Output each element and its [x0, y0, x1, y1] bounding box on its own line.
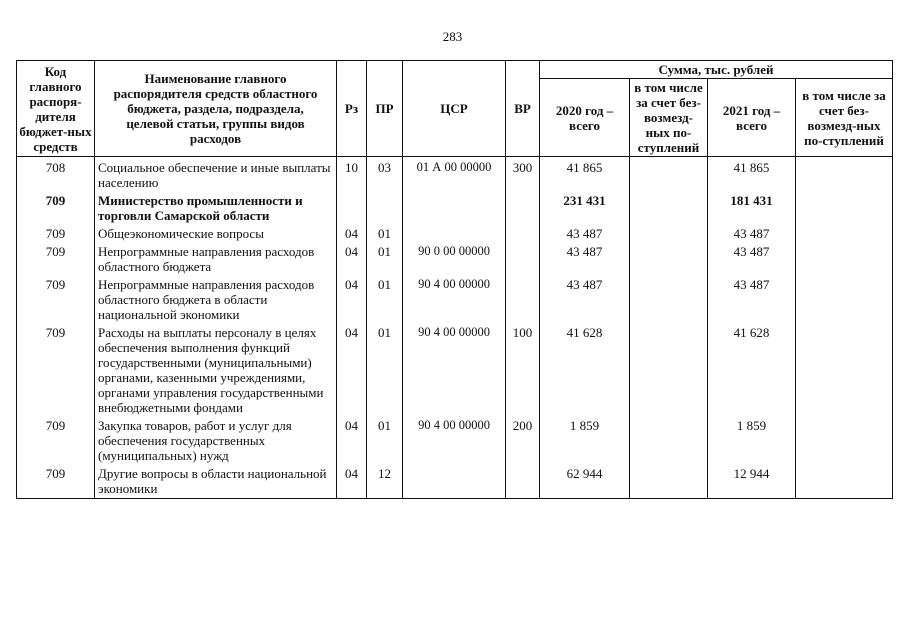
cell-2021-total: 43 487 — [708, 243, 796, 276]
cell-2021-grants — [796, 465, 893, 499]
cell-rz: 04 — [337, 276, 367, 324]
cell-2021-grants — [796, 276, 893, 324]
header-row — [17, 61, 893, 79]
header-sum: Сумма, тыс. рублей — [540, 61, 893, 79]
cell-rz: 04 — [337, 324, 367, 417]
cell-2021-total: 12 944 — [708, 465, 796, 499]
header-2020-grants: в том числе за счет без-возмезд-ных по-ступлений — [630, 79, 708, 157]
cell-2021-grants — [796, 417, 893, 465]
cell-2020-grants — [630, 225, 708, 243]
cell-csr: 90 4 00 00000 — [403, 417, 506, 465]
cell-pr: 01 — [367, 417, 403, 465]
cell-2020-grants — [630, 417, 708, 465]
cell-vr — [506, 465, 540, 499]
header-2021-grants: в том числе за счет без-возмезд-ных по-ступлений — [796, 79, 893, 157]
cell-code: 709 — [17, 192, 95, 225]
cell-2020-total: 41 865 — [540, 157, 630, 193]
table-row — [17, 157, 893, 193]
cell-csr: 90 0 00 00000 — [403, 243, 506, 276]
header-name: Наименование главного распорядителя средств областного бюджета, раздела, подраздела, целевой статьи, группы видов расходов — [95, 61, 337, 157]
cell-vr: 200 — [506, 417, 540, 465]
cell-vr: 100 — [506, 324, 540, 417]
cell-2020-total: 41 628 — [540, 324, 630, 417]
cell-2020-total: 43 487 — [540, 225, 630, 243]
cell-vr: 300 — [506, 157, 540, 193]
cell-2021-total: 41 865 — [708, 157, 796, 193]
cell-2020-total: 62 944 — [540, 465, 630, 499]
cell-2020-total: 43 487 — [540, 243, 630, 276]
cell-code: 709 — [17, 417, 95, 465]
cell-csr — [403, 225, 506, 243]
cell-rz: 04 — [337, 225, 367, 243]
cell-2020-grants — [630, 192, 708, 225]
header-vr: ВР — [506, 61, 540, 157]
header-pr: ПР — [367, 61, 403, 157]
cell-code: 709 — [17, 225, 95, 243]
table-row — [17, 192, 893, 225]
cell-name: Министерство промышленности и торговли Самарской области — [95, 192, 337, 225]
cell-2020-total: 43 487 — [540, 276, 630, 324]
budget-table-body — [17, 157, 893, 499]
header-2021-total: 2021 год – всего — [708, 79, 796, 157]
cell-pr: 01 — [367, 276, 403, 324]
cell-2021-grants — [796, 192, 893, 225]
cell-2020-grants — [630, 324, 708, 417]
table-row — [17, 465, 893, 499]
cell-csr: 01 А 00 00000 — [403, 157, 506, 193]
cell-pr: 01 — [367, 243, 403, 276]
cell-pr: 03 — [367, 157, 403, 193]
cell-name: Непрограммные направления расходов областного бюджета — [95, 243, 337, 276]
table-row — [17, 243, 893, 276]
table-row — [17, 276, 893, 324]
cell-code: 709 — [17, 276, 95, 324]
cell-csr: 90 4 00 00000 — [403, 276, 506, 324]
cell-csr — [403, 192, 506, 225]
page-number: 283 — [442, 29, 463, 44]
cell-code: 708 — [17, 157, 95, 193]
cell-name: Непрограммные направления расходов областного бюджета в области национальной экономики — [95, 276, 337, 324]
cell-2021-grants — [796, 324, 893, 417]
cell-vr — [506, 225, 540, 243]
cell-name: Расходы на выплаты персоналу в целях обеспечения выполнения функций государственными (муниципальными) органами, казенными учреждениями, органами управления государственными внебюджетными фондами — [95, 324, 337, 417]
cell-name: Закупка товаров, работ и услуг для обеспечения государственных (муниципальных) нужд — [95, 417, 337, 465]
cell-2020-grants — [630, 157, 708, 193]
cell-code: 709 — [17, 324, 95, 417]
cell-rz — [337, 192, 367, 225]
cell-2021-grants — [796, 157, 893, 193]
cell-2021-grants — [796, 243, 893, 276]
cell-csr — [403, 465, 506, 499]
cell-code: 709 — [17, 243, 95, 276]
cell-csr: 90 4 00 00000 — [403, 324, 506, 417]
cell-name: Социальное обеспечение и иные выплаты населению — [95, 157, 337, 193]
cell-pr: 01 — [367, 324, 403, 417]
cell-2020-total: 231 431 — [540, 192, 630, 225]
cell-rz: 10 — [337, 157, 367, 193]
table-row — [17, 324, 893, 417]
cell-name: Общеэкономические вопросы — [95, 225, 337, 243]
cell-pr: 01 — [367, 225, 403, 243]
cell-2020-total: 1 859 — [540, 417, 630, 465]
header-code: Код главного распоря-дителя бюджет-ных средств — [17, 61, 95, 157]
cell-2021-total: 43 487 — [708, 276, 796, 324]
cell-2020-grants — [630, 465, 708, 499]
cell-2021-total: 43 487 — [708, 225, 796, 243]
header-rz: Рз — [337, 61, 367, 157]
cell-2020-grants — [630, 276, 708, 324]
header-2020-total: 2020 год – всего — [540, 79, 630, 157]
cell-vr — [506, 243, 540, 276]
table-row — [17, 417, 893, 465]
cell-2021-total: 1 859 — [708, 417, 796, 465]
cell-rz: 04 — [337, 465, 367, 499]
cell-2020-grants — [630, 243, 708, 276]
cell-rz: 04 — [337, 243, 367, 276]
cell-pr: 12 — [367, 465, 403, 499]
budget-table — [16, 60, 893, 499]
header-csr: ЦСР — [403, 61, 506, 157]
cell-2021-total: 181 431 — [708, 192, 796, 225]
cell-2021-grants — [796, 225, 893, 243]
table-row — [17, 225, 893, 243]
cell-vr — [506, 276, 540, 324]
cell-vr — [506, 192, 540, 225]
cell-2021-total: 41 628 — [708, 324, 796, 417]
cell-pr — [367, 192, 403, 225]
cell-rz: 04 — [337, 417, 367, 465]
cell-name: Другие вопросы в области национальной экономики — [95, 465, 337, 499]
cell-code: 709 — [17, 465, 95, 499]
